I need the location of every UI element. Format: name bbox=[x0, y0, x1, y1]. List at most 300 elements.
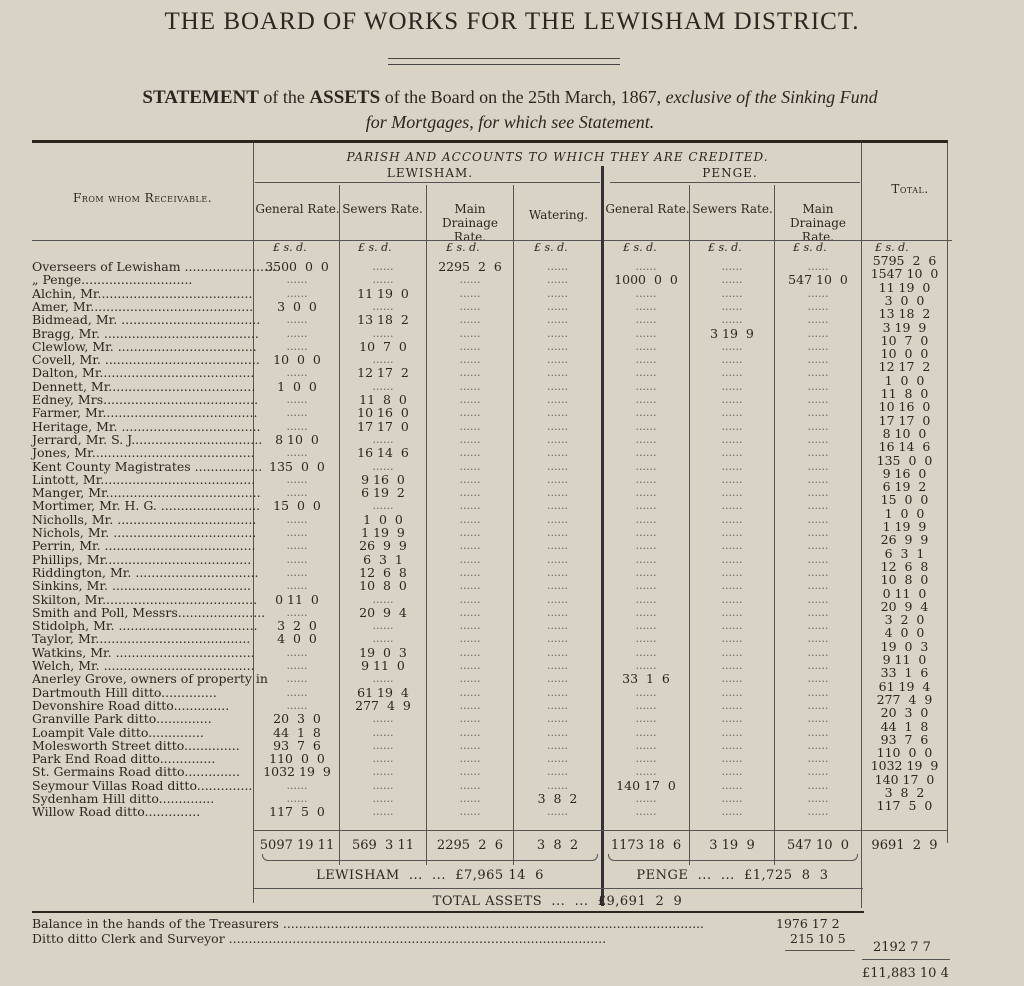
row-total: 5795 2 6 bbox=[872, 253, 937, 268]
row-name: Loampit Vale ditto.............. bbox=[32, 724, 204, 740]
row-cell-empty: ...... bbox=[807, 552, 829, 566]
row-total: 277 4 9 bbox=[876, 691, 933, 707]
row-cell-empty: ...... bbox=[459, 579, 481, 593]
row-cell-empty: ...... bbox=[635, 393, 657, 406]
row-cell-empty: ...... bbox=[635, 472, 657, 486]
row-cell-empty: ...... bbox=[807, 698, 829, 712]
row-cell-empty: ...... bbox=[286, 273, 308, 287]
row-cell: 10 0 0 bbox=[273, 352, 321, 368]
row-cell: 1 19 9 bbox=[361, 525, 405, 540]
row-cell-empty: ...... bbox=[807, 459, 829, 473]
row-cell-empty: ...... bbox=[721, 526, 743, 539]
row-name: Edney, Mrs....................................... bbox=[32, 392, 259, 407]
row-cell-empty: ...... bbox=[807, 725, 829, 739]
col-header-watering: Watering. bbox=[528, 208, 589, 222]
row-cell-empty: ...... bbox=[547, 366, 568, 380]
row-total: 4 0 0 bbox=[884, 625, 925, 641]
row-cell-empty: ...... bbox=[459, 698, 481, 712]
row-cell-empty: ...... bbox=[372, 260, 394, 273]
row-cell-empty: ...... bbox=[459, 685, 481, 699]
row-cell-empty: ...... bbox=[286, 645, 308, 659]
row-cell-empty: ...... bbox=[547, 419, 568, 433]
balance-total: 2192 7 7 bbox=[873, 940, 931, 955]
row-cell-empty: ...... bbox=[547, 565, 568, 579]
row-cell-empty: ...... bbox=[807, 672, 829, 686]
row-total: 61 19 4 bbox=[878, 678, 931, 694]
row-cell: 3 2 0 bbox=[277, 618, 317, 634]
row-cell-empty: ...... bbox=[721, 286, 743, 300]
row-cell-empty: ...... bbox=[372, 619, 394, 633]
row-cell-empty: ...... bbox=[547, 672, 568, 686]
penge-brace bbox=[608, 854, 858, 861]
row-cell-empty: ...... bbox=[459, 472, 481, 486]
row-cell-empty: ...... bbox=[547, 339, 568, 353]
row-total: 140 17 0 bbox=[874, 771, 935, 787]
penge-header: PENGE. bbox=[702, 166, 758, 180]
row-cell-empty: ...... bbox=[547, 805, 568, 819]
row-cell-empty: ...... bbox=[721, 579, 743, 593]
row-cell-empty: ...... bbox=[635, 632, 657, 646]
row-total: 10 0 0 bbox=[880, 346, 929, 362]
row-name: St. Germains Road ditto.............. bbox=[32, 764, 240, 780]
row-cell: 10 16 0 bbox=[357, 405, 409, 421]
row-cell-empty: ...... bbox=[635, 765, 657, 779]
title-rule bbox=[388, 58, 620, 59]
row-cell: 3500 0 0 bbox=[265, 259, 329, 274]
row-cell-empty: ...... bbox=[721, 619, 743, 633]
row-cell-empty: ...... bbox=[459, 299, 481, 313]
row-cell: 547 10 0 bbox=[788, 272, 848, 288]
row-cell: 3 0 0 bbox=[277, 298, 317, 314]
row-name: Dalton, Mr....................................... bbox=[32, 365, 255, 381]
row-cell-empty: ...... bbox=[372, 326, 394, 340]
row-cell-empty: ...... bbox=[635, 499, 657, 513]
row-cell-empty: ...... bbox=[547, 313, 568, 327]
row-name: Skilton, Mr....................................... bbox=[32, 591, 258, 607]
row-cell-empty: ...... bbox=[459, 805, 481, 819]
row-name: Kent County Magistrates ................. bbox=[32, 458, 263, 474]
row-cell-empty: ...... bbox=[721, 565, 743, 579]
row-total: 12 17 2 bbox=[878, 359, 931, 375]
row-cell-empty: ...... bbox=[721, 659, 743, 672]
row-cell-empty: ...... bbox=[459, 752, 481, 766]
row-name: Watkins, Mr. ................................... bbox=[32, 644, 255, 660]
row-cell: 10 7 0 bbox=[359, 338, 407, 354]
row-cell-empty: ...... bbox=[807, 286, 829, 300]
lewisham-header: LEWISHAM. bbox=[386, 166, 474, 180]
row-cell-empty: ...... bbox=[459, 526, 481, 539]
row-total: 1 0 0 bbox=[884, 372, 925, 388]
row-cell-empty: ...... bbox=[807, 778, 829, 792]
units-label: £ s. d. bbox=[793, 241, 827, 254]
row-cell-empty: ...... bbox=[635, 299, 657, 313]
row-cell-empty: ...... bbox=[459, 432, 481, 446]
col-total: 2295 2 6 bbox=[436, 838, 504, 853]
row-cell-empty: ...... bbox=[721, 446, 743, 460]
row-total: 1 0 0 bbox=[884, 505, 925, 521]
row-cell-empty: ...... bbox=[286, 605, 308, 619]
row-name: Bidmead, Mr. ................................... bbox=[32, 312, 261, 328]
row-cell: 3 19 9 bbox=[710, 325, 754, 341]
row-total: 20 9 4 bbox=[880, 598, 929, 614]
row-cell-empty: ...... bbox=[547, 446, 568, 460]
row-cell-empty: ...... bbox=[807, 499, 829, 513]
row-cell-empty: ...... bbox=[635, 792, 657, 805]
row-cell-empty: ...... bbox=[547, 605, 568, 619]
row-name: Jerrard, Mr. S. J................................. bbox=[32, 431, 263, 447]
row-cell: 9 11 0 bbox=[361, 658, 405, 673]
row-name: Mortimer, Mr. H. G. ......................... bbox=[32, 498, 261, 514]
row-cell-empty: ...... bbox=[807, 512, 829, 526]
row-cell-empty: ...... bbox=[459, 499, 481, 513]
row-cell-empty: ...... bbox=[459, 512, 481, 526]
row-cell: 9 16 0 bbox=[361, 471, 405, 487]
row-cell-empty: ...... bbox=[459, 552, 481, 566]
sum-rule bbox=[253, 830, 948, 831]
row-cell-empty: ...... bbox=[286, 393, 308, 406]
row-cell: 4 0 0 bbox=[277, 631, 317, 647]
row-cell-empty: ...... bbox=[635, 260, 657, 273]
row-name: Clewlow, Mr. ................................... bbox=[32, 338, 257, 354]
row-cell-empty: ...... bbox=[372, 592, 394, 606]
row-cell-empty: ...... bbox=[721, 499, 743, 513]
row-cell: 6 3 1 bbox=[363, 551, 403, 567]
row-cell-empty: ...... bbox=[721, 406, 743, 420]
row-cell-empty: ...... bbox=[721, 273, 743, 287]
row-cell-empty: ...... bbox=[721, 712, 743, 726]
row-cell-empty: ...... bbox=[635, 446, 657, 460]
row-total: 11 8 0 bbox=[880, 386, 929, 401]
row-cell-empty: ...... bbox=[459, 419, 481, 433]
row-cell-empty: ...... bbox=[807, 299, 829, 313]
row-cell-empty: ...... bbox=[459, 366, 481, 380]
row-cell-empty: ...... bbox=[547, 499, 568, 513]
row-cell-empty: ...... bbox=[372, 273, 394, 287]
row-cell-empty: ...... bbox=[635, 539, 657, 553]
row-cell-empty: ...... bbox=[721, 353, 743, 367]
row-cell-empty: ...... bbox=[635, 685, 657, 699]
row-cell-empty: ...... bbox=[286, 552, 308, 566]
row-cell-empty: ...... bbox=[635, 419, 657, 433]
row-cell-empty: ...... bbox=[459, 645, 481, 659]
row-cell-empty: ...... bbox=[286, 286, 308, 300]
row-cell-empty: ...... bbox=[547, 459, 568, 473]
units-label: £ s. d. bbox=[875, 241, 909, 254]
row-name: Nicholls, Mr. ................................... bbox=[32, 511, 257, 527]
row-cell: 10 8 0 bbox=[359, 578, 407, 594]
col-header-penge-general: General Rate. bbox=[605, 202, 690, 216]
row-name: Riddington, Mr. ............................... bbox=[32, 564, 259, 580]
row-cell-empty: ...... bbox=[286, 659, 308, 672]
row-cell-empty: ...... bbox=[459, 486, 481, 500]
final-rule bbox=[862, 959, 950, 960]
row-total: 8 10 0 bbox=[882, 425, 927, 441]
balance-treasurers-label: Balance in the hands of the Treasurers .......................................................................................................... bbox=[32, 916, 705, 931]
row-cell-empty: ...... bbox=[459, 353, 481, 367]
row-cell-empty: ...... bbox=[547, 579, 568, 593]
row-cell-empty: ...... bbox=[286, 512, 308, 526]
row-cell-empty: ...... bbox=[547, 765, 568, 779]
row-cell-empty: ...... bbox=[459, 273, 481, 287]
row-cell-empty: ...... bbox=[547, 685, 568, 699]
row-cell: 117 5 0 bbox=[269, 804, 325, 820]
row-cell-empty: ...... bbox=[547, 472, 568, 486]
row-cell-empty: ...... bbox=[721, 379, 743, 393]
row-cell-empty: ...... bbox=[547, 539, 568, 553]
row-cell-empty: ...... bbox=[721, 393, 743, 406]
row-cell-empty: ...... bbox=[372, 459, 394, 473]
row-cell-empty: ...... bbox=[286, 366, 308, 380]
row-cell: 93 7 6 bbox=[273, 737, 321, 753]
row-cell-empty: ...... bbox=[807, 339, 829, 353]
penge-subtotal: PENGE ... ... £1,725 8 3 bbox=[636, 868, 829, 883]
row-name: Manger, Mr....................................... bbox=[32, 485, 261, 501]
row-cell-empty: ...... bbox=[635, 432, 657, 446]
balance-clerk-value: 215 10 5 bbox=[790, 931, 846, 946]
row-cell-empty: ...... bbox=[547, 260, 568, 273]
row-cell-empty: ...... bbox=[547, 273, 568, 287]
row-cell-empty: ...... bbox=[547, 619, 568, 633]
row-cell-empty: ...... bbox=[807, 792, 829, 805]
row-total: 10 7 0 bbox=[880, 332, 929, 348]
units-label: £ s. d. bbox=[708, 241, 742, 254]
row-cell-empty: ...... bbox=[372, 353, 394, 367]
penge-underline bbox=[610, 182, 860, 183]
row-cell-empty: ...... bbox=[547, 432, 568, 446]
row-cell-empty: ...... bbox=[721, 592, 743, 606]
row-cell-empty: ...... bbox=[721, 738, 743, 752]
row-cell-empty: ...... bbox=[721, 752, 743, 766]
row-cell-empty: ...... bbox=[372, 738, 394, 752]
row-cell-empty: ...... bbox=[635, 526, 657, 539]
row-cell: 140 17 0 bbox=[616, 777, 676, 793]
row-cell-empty: ...... bbox=[635, 406, 657, 420]
row-name: Molesworth Street ditto.............. bbox=[32, 737, 240, 753]
row-total: 0 11 0 bbox=[882, 585, 927, 601]
row-cell-empty: ...... bbox=[807, 446, 829, 460]
row-cell-empty: ...... bbox=[635, 366, 657, 380]
row-cell-empty: ...... bbox=[635, 565, 657, 579]
row-cell-empty: ...... bbox=[721, 632, 743, 646]
document-title: THE BOARD OF WORKS FOR THE LEWISHAM DISTRICT. bbox=[164, 8, 860, 35]
col-total: 1173 18 6 bbox=[610, 838, 682, 853]
row-total: 9 11 0 bbox=[882, 652, 927, 667]
row-name: Park End Road ditto.............. bbox=[32, 751, 216, 767]
row-cell-empty: ...... bbox=[721, 672, 743, 686]
row-name: Alchin, Mr....................................... bbox=[32, 285, 253, 301]
col-total: 3 8 2 bbox=[536, 838, 579, 853]
units-label: £ s. d. bbox=[623, 241, 657, 254]
row-cell-empty: ...... bbox=[286, 486, 308, 500]
row-cell-empty: ...... bbox=[547, 659, 568, 672]
row-cell-empty: ...... bbox=[721, 486, 743, 500]
row-cell-empty: ...... bbox=[372, 792, 394, 805]
row-cell-empty: ...... bbox=[635, 339, 657, 353]
row-cell: 1000 0 0 bbox=[614, 272, 678, 288]
row-cell-empty: ...... bbox=[635, 592, 657, 606]
row-cell-empty: ...... bbox=[635, 659, 657, 672]
row-cell-empty: ...... bbox=[807, 805, 829, 819]
row-cell: 135 0 0 bbox=[269, 458, 325, 474]
row-cell-empty: ...... bbox=[372, 632, 394, 646]
row-name: Amer, Mr......................................... bbox=[32, 298, 254, 314]
row-cell-empty: ...... bbox=[807, 619, 829, 633]
row-cell-empty: ...... bbox=[807, 486, 829, 500]
row-cell-empty: ...... bbox=[721, 366, 743, 380]
row-cell-empty: ...... bbox=[372, 725, 394, 739]
row-cell-empty: ...... bbox=[635, 486, 657, 500]
row-cell-empty: ...... bbox=[807, 406, 829, 420]
row-cell-empty: ...... bbox=[721, 260, 743, 273]
row-total: 19 0 3 bbox=[880, 638, 929, 654]
row-cell-empty: ...... bbox=[807, 632, 829, 646]
row-cell-empty: ...... bbox=[635, 752, 657, 766]
row-total: 10 16 0 bbox=[878, 399, 931, 415]
total-header: Total. bbox=[891, 182, 929, 196]
row-cell-empty: ...... bbox=[721, 725, 743, 739]
row-cell: 13 18 2 bbox=[357, 312, 409, 328]
row-cell-empty: ...... bbox=[635, 725, 657, 739]
row-total: 3 19 9 bbox=[882, 319, 927, 335]
row-total: 11 19 0 bbox=[878, 279, 931, 295]
row-cell-empty: ...... bbox=[807, 712, 829, 726]
lewisham-underline bbox=[255, 182, 600, 183]
row-name: Taylor, Mr....................................... bbox=[32, 631, 251, 647]
row-cell-empty: ...... bbox=[547, 326, 568, 340]
units-label: £ s. d. bbox=[358, 241, 392, 254]
row-cell-empty: ...... bbox=[635, 645, 657, 659]
row-cell: 11 19 0 bbox=[357, 285, 409, 301]
row-cell-empty: ...... bbox=[547, 712, 568, 726]
row-total: 26 9 9 bbox=[880, 532, 929, 548]
row-cell-empty: ...... bbox=[807, 393, 829, 406]
lewisham-subtotal: LEWISHAM ... ... £7,965 14 6 bbox=[316, 868, 544, 883]
col-header-penge-sewers: Sewers Rate. bbox=[692, 202, 773, 216]
row-total: 135 0 0 bbox=[876, 452, 933, 468]
row-name: Welch, Mr. ...................................... bbox=[32, 658, 255, 673]
row-cell-empty: ...... bbox=[286, 313, 308, 327]
col-header-sewers: Sewers Rate. bbox=[342, 202, 423, 216]
total-assets: TOTAL ASSETS ... ... £9,691 2 9 bbox=[432, 894, 683, 909]
final-total: £11,883 10 4 bbox=[862, 966, 949, 981]
row-cell-empty: ...... bbox=[372, 765, 394, 779]
row-cell-empty: ...... bbox=[286, 565, 308, 579]
row-cell-empty: ...... bbox=[807, 472, 829, 486]
subtotal-rule bbox=[253, 888, 863, 889]
row-cell-empty: ...... bbox=[286, 326, 308, 340]
row-cell-empty: ...... bbox=[807, 738, 829, 752]
row-cell-empty: ...... bbox=[547, 393, 568, 406]
row-cell-empty: ...... bbox=[459, 792, 481, 805]
row-cell-empty: ...... bbox=[459, 672, 481, 686]
row-total: 93 7 6 bbox=[880, 731, 929, 747]
row-cell-empty: ...... bbox=[721, 685, 743, 699]
row-total: 1032 19 9 bbox=[870, 758, 939, 774]
row-name: Phillips, Mr..................................... bbox=[32, 551, 252, 567]
row-cell-empty: ...... bbox=[547, 486, 568, 500]
row-cell-empty: ...... bbox=[807, 366, 829, 380]
row-cell-empty: ...... bbox=[286, 778, 308, 792]
row-cell-empty: ...... bbox=[635, 579, 657, 593]
row-cell-empty: ...... bbox=[807, 432, 829, 446]
row-cell-empty: ...... bbox=[372, 499, 394, 513]
balance-clerk-label: Ditto ditto Clerk and Surveyor ............................................................................................... bbox=[32, 931, 607, 946]
row-name: „ Penge............................ bbox=[32, 272, 193, 288]
row-cell: 61 19 4 bbox=[357, 684, 409, 700]
row-total: 110 0 0 bbox=[876, 745, 933, 761]
row-cell-empty: ...... bbox=[721, 792, 743, 805]
row-name: Sydenham Hill ditto.............. bbox=[32, 791, 215, 806]
row-cell-empty: ...... bbox=[721, 552, 743, 566]
row-cell-empty: ...... bbox=[807, 659, 829, 672]
row-cell-empty: ...... bbox=[547, 725, 568, 739]
row-cell-empty: ...... bbox=[459, 632, 481, 646]
row-cell: 1 0 0 bbox=[363, 511, 403, 527]
row-cell-empty: ...... bbox=[807, 592, 829, 606]
row-name: Lintott, Mr....................................... bbox=[32, 471, 256, 487]
row-total: 9 16 0 bbox=[882, 465, 927, 481]
row-cell-empty: ...... bbox=[721, 539, 743, 553]
row-cell-empty: ...... bbox=[459, 393, 481, 406]
col-header-penge-main-drainage: Main Drainage Rate. bbox=[789, 202, 846, 244]
col-total: 3 19 9 bbox=[709, 838, 755, 853]
row-cell: 20 3 0 bbox=[273, 711, 321, 727]
row-name: Smith and Poll, Messrs...................... bbox=[32, 604, 266, 620]
row-cell-empty: ...... bbox=[547, 299, 568, 313]
row-cell-empty: ...... bbox=[635, 552, 657, 566]
row-name: Farmer, Mr....................................... bbox=[32, 405, 258, 421]
row-cell: 110 0 0 bbox=[269, 751, 325, 767]
row-cell-empty: ...... bbox=[372, 712, 394, 726]
row-cell-empty: ...... bbox=[547, 406, 568, 420]
row-name: Heritage, Mr. ................................... bbox=[32, 418, 261, 434]
row-cell-empty: ...... bbox=[547, 353, 568, 367]
row-total: 44 1 8 bbox=[880, 718, 929, 734]
row-cell: 19 0 3 bbox=[359, 644, 407, 660]
col-divider bbox=[947, 143, 948, 843]
row-name: Covell, Mr. ....................................... bbox=[32, 352, 260, 368]
row-name: Stidolph, Mr. ................................... bbox=[32, 618, 258, 634]
row-cell-empty: ...... bbox=[635, 605, 657, 619]
row-cell-empty: ...... bbox=[807, 645, 829, 659]
balance-treasurers-value: 1976 17 2 bbox=[776, 916, 840, 931]
row-cell-empty: ...... bbox=[286, 472, 308, 486]
grand-total: 9691 2 9 bbox=[871, 838, 938, 853]
row-cell: 12 17 2 bbox=[357, 365, 409, 381]
row-cell-empty: ...... bbox=[547, 698, 568, 712]
row-cell: 26 9 9 bbox=[359, 538, 407, 554]
row-total: 15 0 0 bbox=[880, 492, 929, 508]
row-name: Willow Road ditto.............. bbox=[32, 804, 201, 820]
row-cell-empty: ...... bbox=[547, 592, 568, 606]
row-name: Bragg, Mr. ....................................... bbox=[32, 325, 259, 341]
row-cell: 3 8 2 bbox=[537, 791, 578, 806]
row-name: Overseers of Lewisham ....................... bbox=[32, 259, 276, 274]
row-cell-empty: ...... bbox=[635, 353, 657, 367]
row-cell-empty: ...... bbox=[459, 459, 481, 473]
col-total: 547 10 0 bbox=[786, 838, 850, 853]
row-cell-empty: ...... bbox=[459, 765, 481, 779]
row-total: 17 17 0 bbox=[878, 412, 931, 428]
row-cell-empty: ...... bbox=[547, 552, 568, 566]
row-cell-empty: ...... bbox=[372, 432, 394, 446]
row-cell-empty: ...... bbox=[459, 592, 481, 606]
row-cell-empty: ...... bbox=[547, 738, 568, 752]
row-total: 20 3 0 bbox=[880, 705, 929, 721]
row-total: 6 3 1 bbox=[884, 545, 925, 561]
row-cell-empty: ...... bbox=[459, 326, 481, 340]
row-cell-empty: ...... bbox=[459, 712, 481, 726]
